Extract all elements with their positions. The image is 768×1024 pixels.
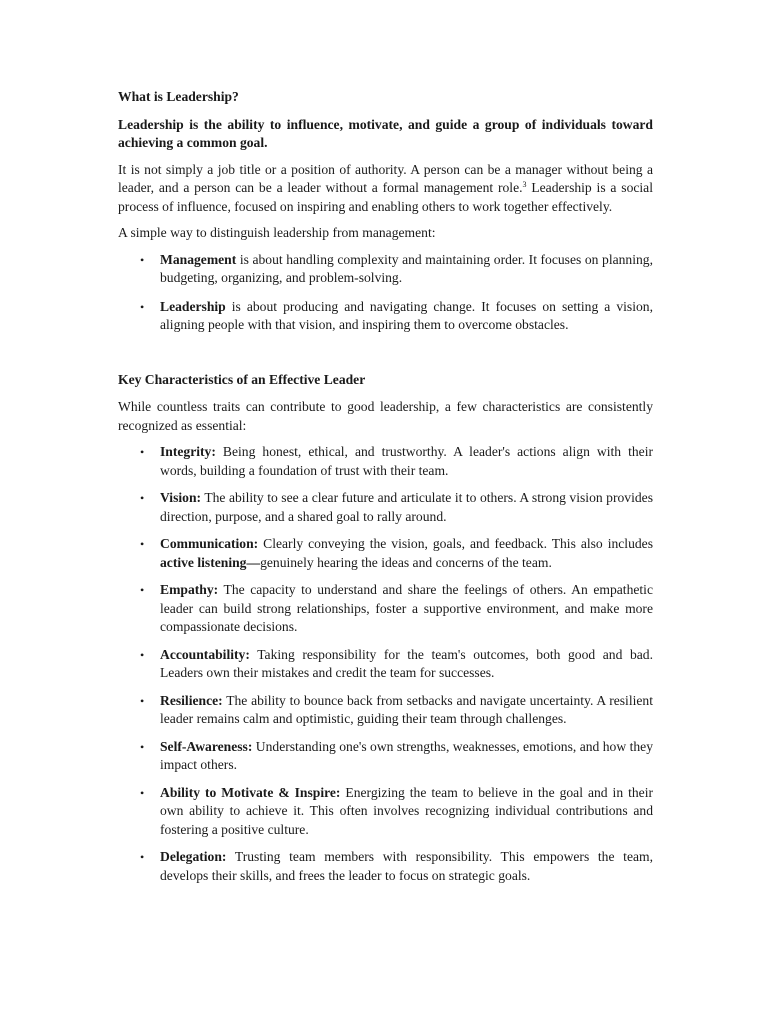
self-awareness-description: Understanding one's own strengths, weaknesses, emotions, and how they impact others. — [160, 738, 653, 772]
list-item-accountability — [118, 646, 653, 683]
list-item-resilience — [118, 692, 653, 729]
leadership-paragraph-text-a: It is not simply a job title or a position of authority. A person can be a manager without being a leader, and a person can be a leader without a formal management role. — [118, 161, 653, 195]
list-item-self-awareness — [118, 738, 653, 775]
term-empathy: Empathy: — [160, 582, 219, 597]
characteristics-intro: While countless traits can contribute to good leadership, a few characteristics are consistently recognized as essential: — [118, 399, 653, 433]
list-item-empathy — [118, 581, 653, 637]
management-description: is about handling complexity and maintaining order. It focuses on planning, budgeting, organizing, and problem-solving. — [160, 251, 653, 285]
list-item-motivate-inspire — [118, 784, 653, 840]
communication-description-a: Clearly conveying the vision, goals, and feedback. This also includes — [258, 536, 653, 551]
bullet-icon: • — [140, 491, 145, 505]
leadership-paragraph-text-b: Leadership is a social process of influence, focused on inspiring and enabling others to work together effectively. — [118, 180, 653, 214]
bullet-icon: • — [140, 693, 145, 708]
footnote-marker: 3 — [522, 180, 527, 189]
bullet-icon: • — [140, 445, 145, 459]
list-item-communication — [118, 535, 653, 572]
bullet-icon: • — [140, 739, 145, 754]
term-self-awareness: Self-Awareness: — [160, 738, 253, 754]
distinction-intro: A simple way to distinguish leadership from management: — [118, 225, 436, 240]
term-vision: Vision: — [160, 490, 202, 505]
leadership-description: is about producing and navigating change. It focuses on setting a vision, aligning people with that vision, and inspiring them to overcome obstacles. — [160, 298, 653, 332]
section-heading-what-is-leadership: What is Leadership? — [118, 89, 239, 104]
communication-description-b: genuinely hearing the ideas and concerns of the team. — [260, 554, 552, 570]
list-item-delegation — [118, 848, 653, 885]
bullet-icon: • — [140, 252, 145, 267]
term-management: Management — [160, 251, 237, 267]
bullet-icon: • — [140, 299, 145, 314]
bullet-icon: • — [140, 785, 145, 800]
characteristics-list — [118, 443, 653, 885]
section-heading-key-characteristics: Key Characteristics of an Effective Leader — [118, 371, 366, 387]
integrity-description: Being honest, ethical, and trustworthy. A leader's actions align with their words, building a foundation of trust with their team. — [160, 444, 653, 478]
term-delegation: Delegation: — [160, 849, 227, 864]
bullet-icon: • — [140, 537, 145, 551]
list-item-management — [118, 251, 653, 288]
list-item-vision — [118, 489, 653, 526]
bullet-icon: • — [140, 850, 145, 864]
term-communication: Communication: — [160, 536, 259, 551]
empathy-description: The capacity to understand and share the feelings of others. An empathetic leader can build strong relationships, foster a supportive environment, and make more compassionate decisions. — [160, 582, 653, 634]
bullet-icon: • — [140, 583, 145, 597]
management-vs-leadership-list — [118, 251, 653, 335]
bullet-icon: • — [140, 647, 145, 662]
resilience-description: The ability to bounce back from setbacks and navigate uncertainty. A resilient leader remains calm and optimistic, guiding their team through challenges. — [160, 692, 653, 726]
accountability-description: Taking responsibility for the team's outcomes, both good and bad. Leaders own their mistakes and credit the team for successes. — [160, 646, 653, 680]
active-listening-term: active listening— — [160, 554, 261, 570]
motivate-inspire-description: Energizing the team to believe in the goal and in their own ability to achieve it. This often involves recognizing individual contributions and fostering a positive culture. — [160, 784, 653, 837]
term-leadership: Leadership — [160, 298, 226, 314]
definition-paragraph: Leadership is the ability to influence, motivate, and guide a group of individuals toward achieving a common goal. — [118, 116, 653, 150]
list-item-integrity — [118, 443, 653, 480]
list-item-leadership — [118, 298, 653, 335]
term-motivate-inspire: Ability to Motivate & Inspire: — [160, 784, 341, 800]
leadership-paragraph — [118, 161, 653, 217]
term-integrity: Integrity: — [160, 444, 216, 459]
vision-description: The ability to see a clear future and articulate it to others. A strong vision provides direction, purpose, and a shared goal to rally around. — [160, 490, 653, 524]
term-resilience: Resilience: — [160, 692, 223, 708]
delegation-description: Trusting team members with responsibility. This empowers the team, develops their skills, and frees the leader to focus on strategic goals. — [160, 849, 653, 883]
term-accountability: Accountability: — [160, 646, 250, 662]
